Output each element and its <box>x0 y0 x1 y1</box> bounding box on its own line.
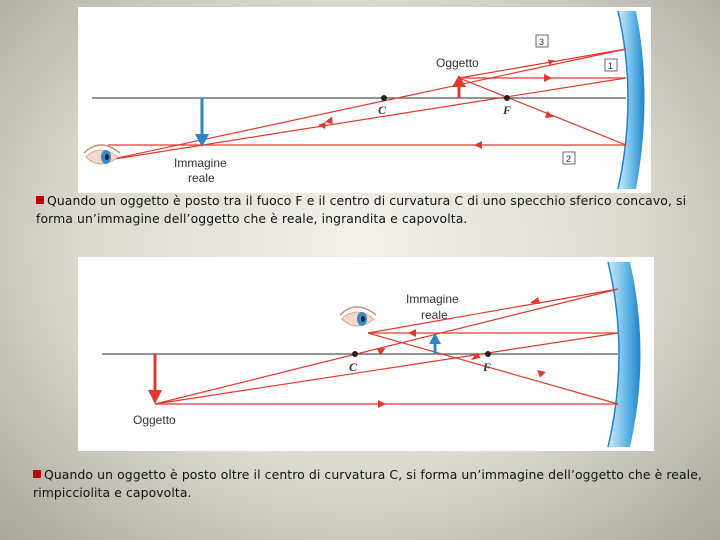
point-f-dot <box>485 351 491 357</box>
point-c-dot <box>352 351 358 357</box>
svg-text:1: 1 <box>608 61 614 71</box>
rays-group-1 <box>108 49 626 160</box>
point-f-label: F <box>483 360 492 374</box>
image-label-line2: reale <box>188 171 215 185</box>
point-c-dot <box>381 95 387 101</box>
ray-number-3 <box>536 35 548 47</box>
caption-1-text: Quando un oggetto è posto tra il fuoco F e il centro di curvatura C di uno specchio sferico concavo, si forma un’immagine dell’oggetto che è reale, ingrandita e capovolta. <box>36 193 687 226</box>
rays-group-2 <box>155 289 618 404</box>
caption-2 <box>33 466 705 502</box>
point-c-label: C <box>349 360 358 374</box>
object-label: Oggetto <box>436 56 479 70</box>
object-arrow-head <box>148 390 162 404</box>
diagram-object-between-f-and-c <box>78 7 651 193</box>
point-f-label: F <box>503 103 512 117</box>
image-label-line1: Immagine <box>174 156 227 170</box>
ray-number-2 <box>563 152 575 164</box>
bullet-square-icon <box>36 196 44 204</box>
ray-2-incident <box>459 78 626 145</box>
ray-a-reflected <box>368 333 618 404</box>
image-label-line2: reale <box>421 308 448 322</box>
ray-3-reflected <box>108 49 626 160</box>
svg-text:2: 2 <box>566 154 572 164</box>
diagram-object-beyond-c <box>78 257 654 451</box>
point-f-dot <box>504 95 510 101</box>
eye-icon <box>84 145 120 164</box>
svg-text:3: 3 <box>539 37 545 47</box>
object-label: Oggetto <box>133 413 176 427</box>
point-c-label: C <box>378 103 387 117</box>
bullet-square-icon <box>33 470 41 478</box>
ray-1-reflected <box>108 78 626 160</box>
ray-diagram-1 <box>78 7 651 193</box>
ray-b-incident <box>155 289 618 404</box>
ray-diagram-2 <box>78 257 654 451</box>
ray-arrowheads-2 <box>377 297 547 408</box>
caption-2-text: Quando un oggetto è posto oltre il centro di curvatura C, si forma un’immagine dell’oggetto che è reale, rimpicciolita e capovolta. <box>33 467 702 500</box>
concave-mirror-icon <box>618 11 645 189</box>
ray-c-incident <box>155 333 618 404</box>
ray-3-incident <box>459 49 626 78</box>
image-label-line1: Immagine <box>406 292 459 306</box>
caption-1 <box>36 192 708 228</box>
ray-number-1 <box>605 59 617 71</box>
eye-icon <box>340 307 376 326</box>
image-arrow-head <box>429 333 441 344</box>
